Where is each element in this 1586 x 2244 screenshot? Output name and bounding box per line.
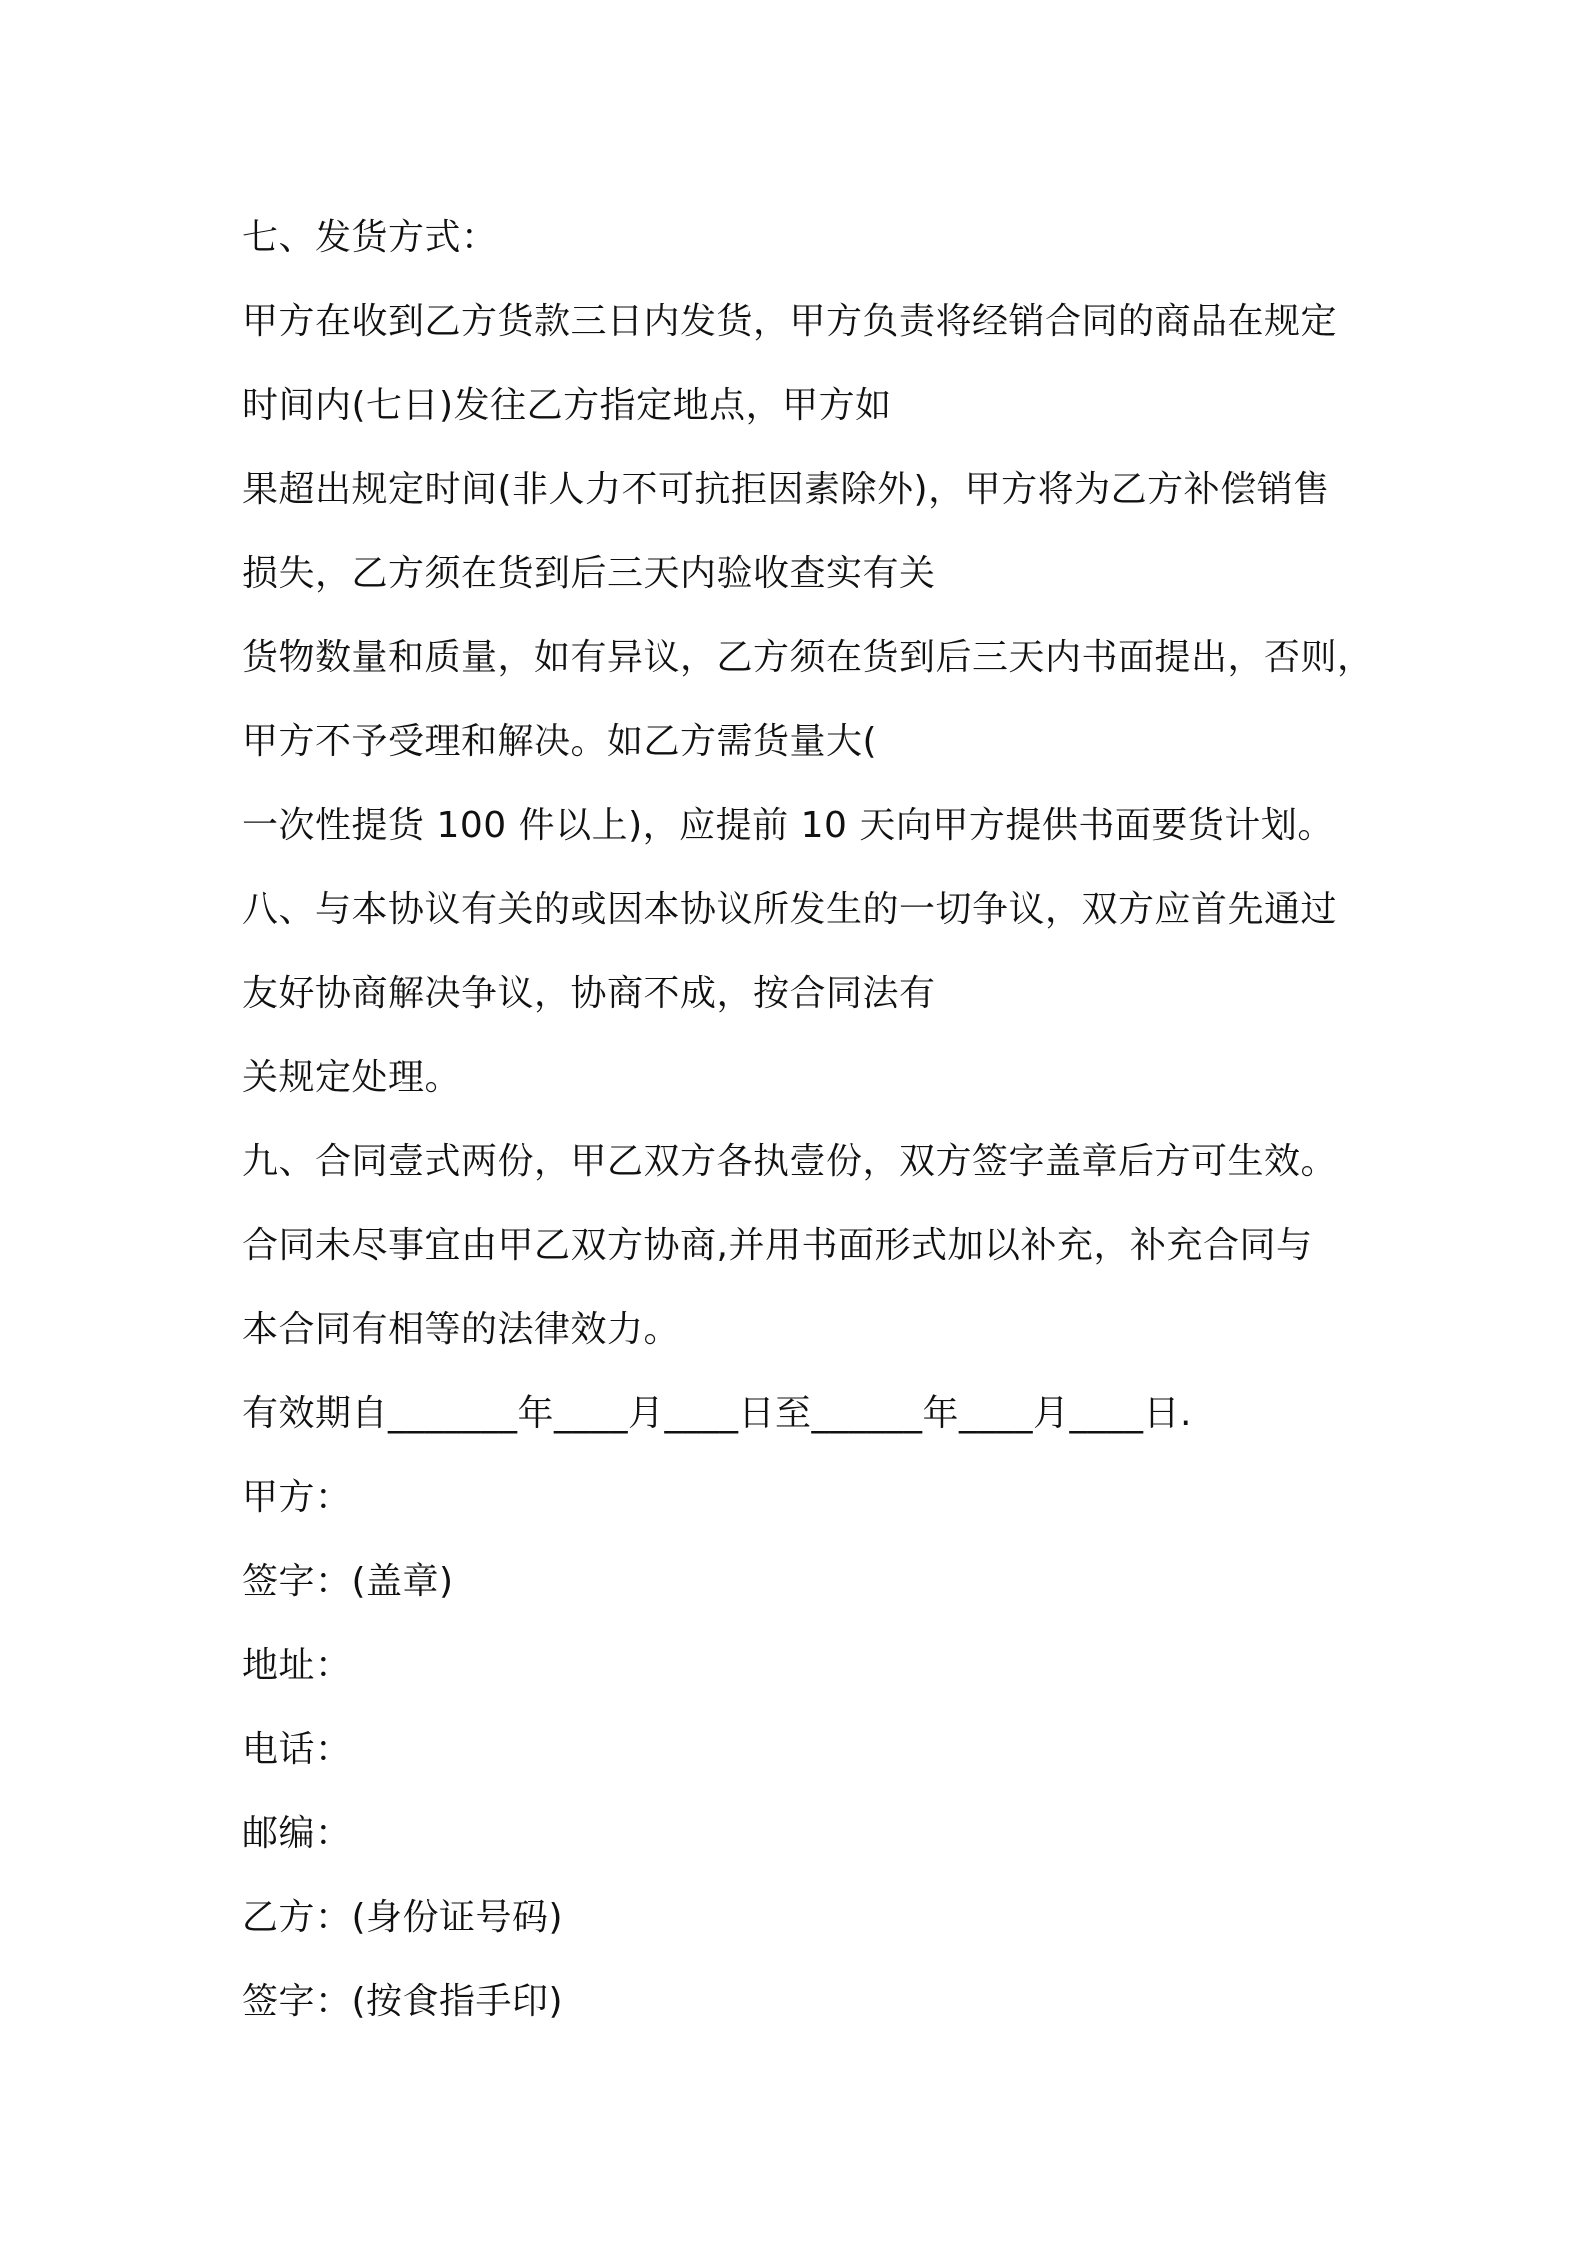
- paragraph-line: 损失，乙方须在货到后三天内验收查实有关: [242, 553, 936, 594]
- contract-text-body: [242, 196, 1374, 2044]
- paragraph-line: 友好协商解决争议，协商不成，按合同法有: [242, 973, 936, 1014]
- paragraph-line: 时间内(七日)发往乙方指定地点，甲方如: [242, 385, 892, 426]
- paragraph-line: 果超出规定时间(非人力不可抗拒因素除外)，甲方将为乙方补偿销售: [242, 469, 1330, 510]
- paragraph-line: 一次性提货 100 件以上)，应提前 10 天向甲方提供书面要货计划。: [242, 805, 1334, 846]
- party-a-phone-label: 电话：: [242, 1729, 352, 1770]
- party-a-signature-label: 签字：(盖章): [242, 1561, 454, 1602]
- paragraph-line: 合同未尽事宜由甲乙双方协商,并用书面形式加以补充，补充合同与: [242, 1225, 1313, 1266]
- paragraph-line: 本合同有相等的法律效力。: [242, 1309, 681, 1350]
- validity-period-line: 有效期自_______年____月____日至______年____月____日.: [242, 1393, 1192, 1434]
- paragraph-line: 货物数量和质量，如有异议，乙方须在货到后三天内书面提出，否则，: [242, 637, 1374, 678]
- paragraph-line: 甲方不予受理和解决。如乙方需货量大(: [242, 721, 878, 762]
- party-a-postcode-label: 邮编：: [242, 1813, 352, 1854]
- paragraph-line: 关规定处理。: [242, 1057, 462, 1098]
- party-b-signature-label: 签字：(按食指手印): [242, 1981, 564, 2022]
- party-b-label: 乙方：(身份证号码): [242, 1897, 564, 1938]
- party-a-address-label: 地址：: [242, 1645, 352, 1686]
- section-heading-disputes: 八、与本协议有关的或因本协议所发生的一切争议，双方应首先通过: [242, 889, 1338, 930]
- section-heading-shipping: 七、发货方式：: [242, 217, 498, 258]
- section-heading-copies: 九、合同壹式两份，甲乙双方各执壹份，双方签字盖章后方可生效。: [242, 1141, 1338, 1182]
- party-a-label: 甲方：: [242, 1477, 352, 1518]
- paragraph-line: 甲方在收到乙方货款三日内发货，甲方负责将经销合同的商品在规定: [242, 301, 1338, 342]
